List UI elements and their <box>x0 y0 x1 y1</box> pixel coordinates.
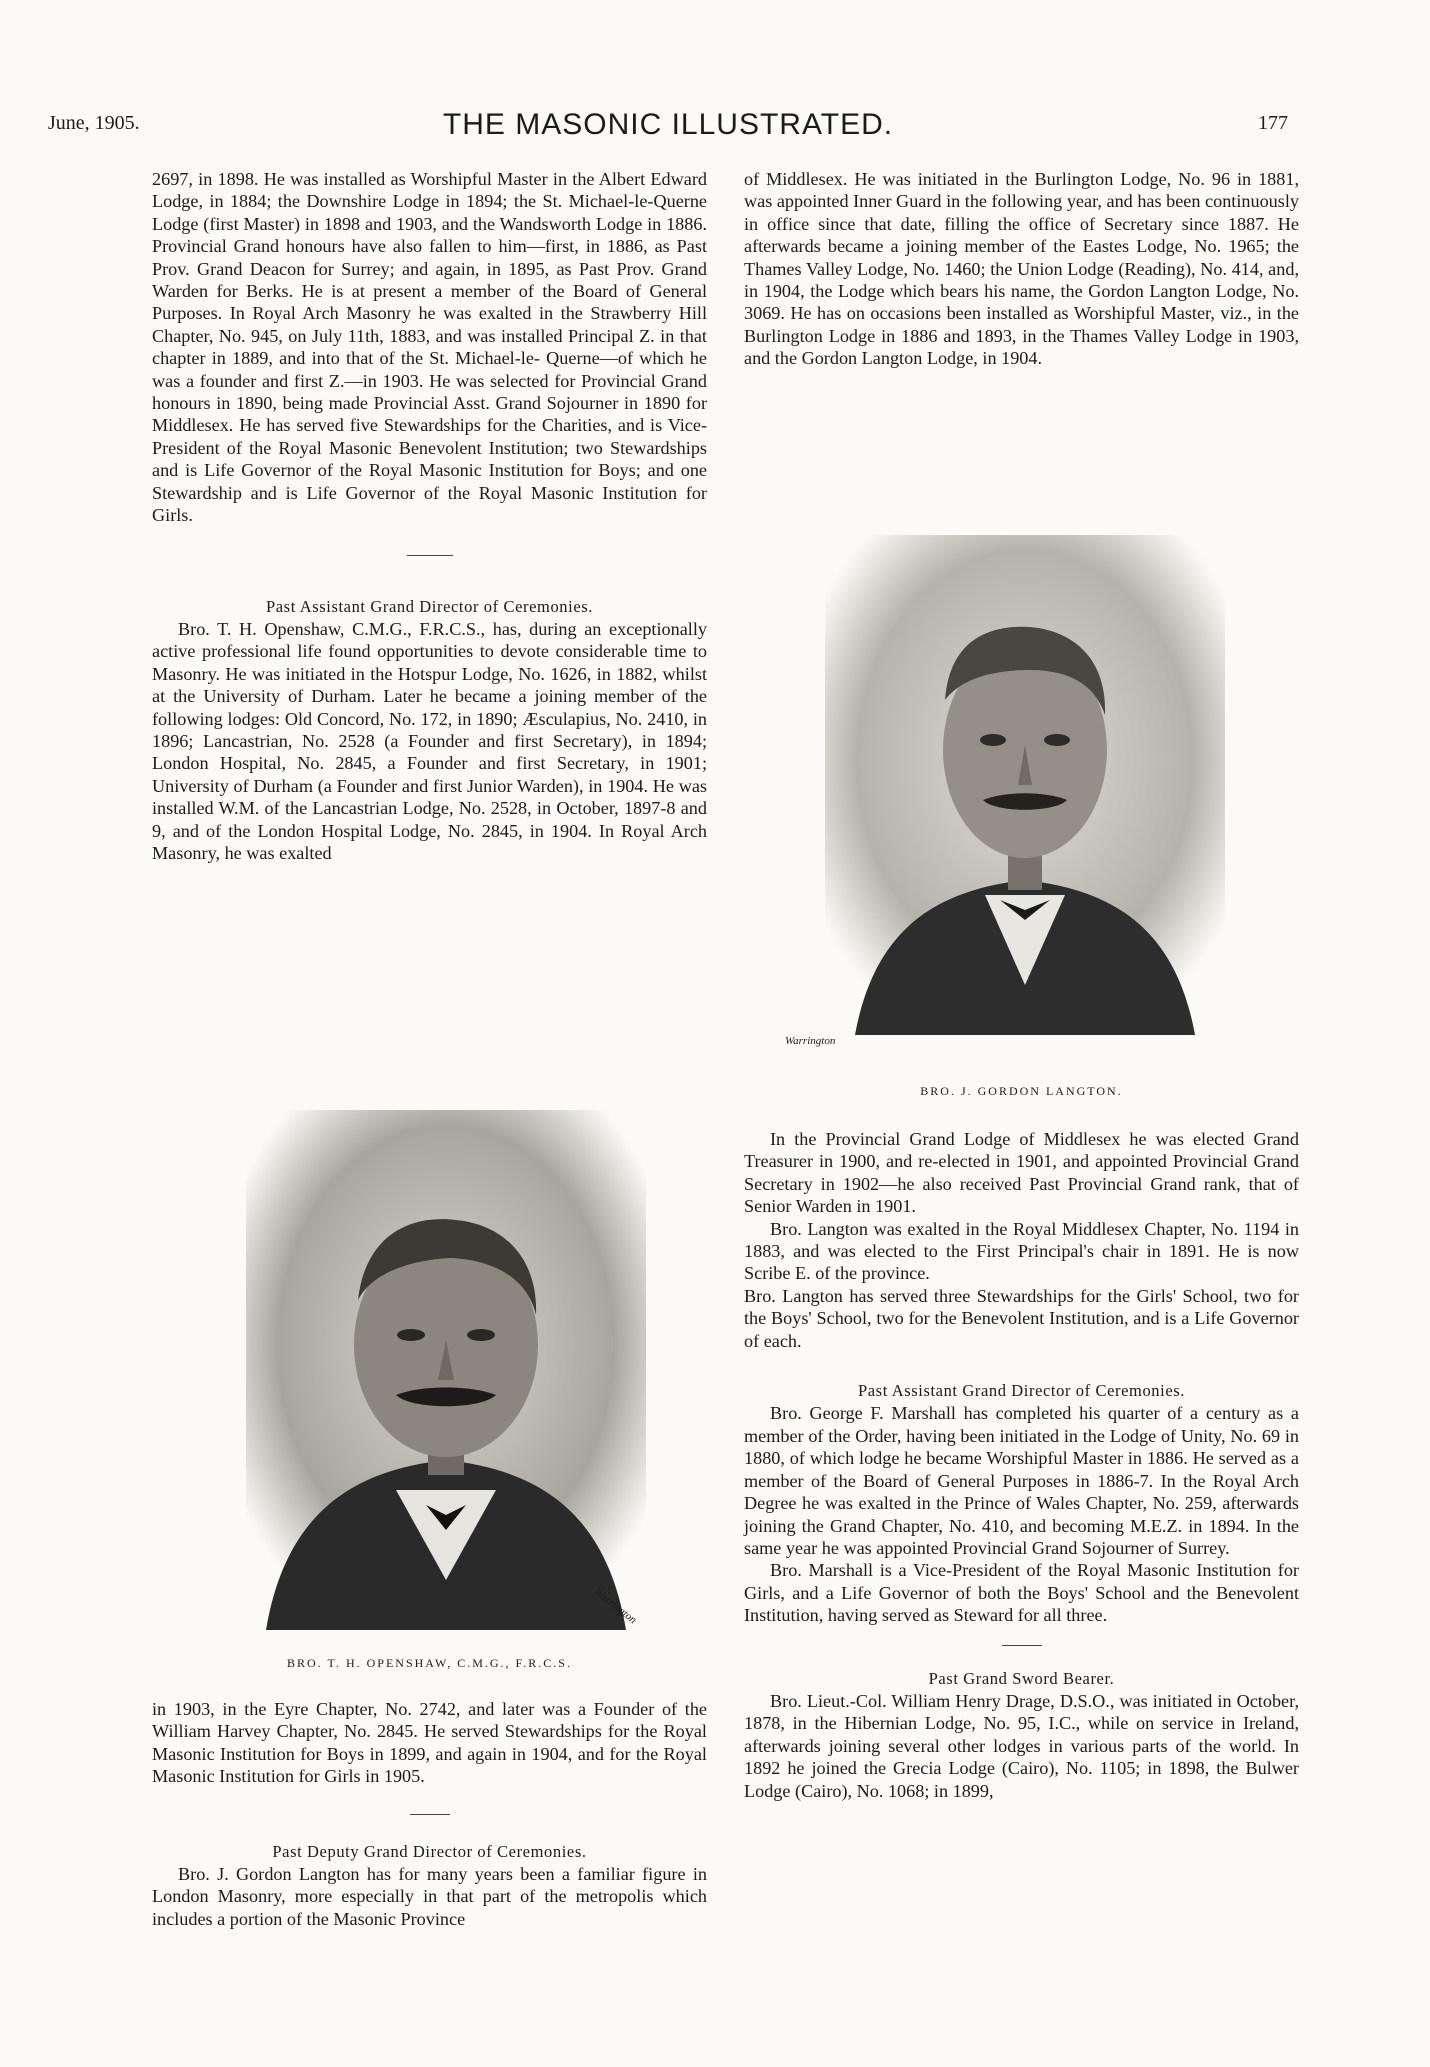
paragraph: in 1903, in the Eyre Chapter, No. 2742, and later was a Founder of the William Harvey Chapter, No. 2845. He served Stewardships for the Royal Masonic Institution for Boys in 1899, and again in 1904, and for the Royal Masonic Institution for Girls in 1905. <box>152 1699 707 1787</box>
paragraph: Bro. Langton has served three Stewardships for the Girls' School, two for the Boys' School, two for the Benevolent Institution, and is a Life Governor of each. <box>744 1285 1299 1351</box>
left-column-top <box>152 168 707 864</box>
section-divider <box>1002 1645 1042 1646</box>
right-column-bottom <box>744 1128 1299 1802</box>
artist-signature: Warrington <box>785 1035 836 1047</box>
paragraph: 2697, in 1898. He was installed as Worshipful Master in the Albert Edward Lodge, in 1884; the Downshire Lodge in 1894; the St. Michael-le-Querne Lodge (first Master) in 1898 and 1903, and the Wandsworth Lodge in 1886. Provincial Grand honours have also fallen to him—first, in 1886, as Past Prov. Grand Deacon for Surrey; and again, in 1895, as Past Prov. Grand Warden for Berks. He is at present a member of the Board of General Purposes. In Royal Arch Masonry he was exalted in the Strawberry Hill Chapter, No. 945, on July 11th, 1883, and was installed Principal Z. in that chapter in 1889, and into that of the St. Michael-le- Querne—of which he was a founder and first Z.—in 1903. He was selected for Provincial Grand honours in 1890, being made Provincial Asst. Grand Sojourner in 1890 for Middlesex. He has served five Stewardships for the Charities, and is Vice-President of the Royal Masonic Benevolent Institution; two Stewardships and is Life Governor of the Royal Masonic Institution for Boys; and one Stewardship and is Life Governor of the Royal Masonic Institution for Girls. <box>152 169 707 526</box>
paragraph: of Middlesex. He was initiated in the Burlington Lodge, No. 96 in 1881, was appointed Inner Guard in the following year, and has been continuously in office since that date, filling the office of Secretary since 1887. He afterwards became a joining member of the Eastes Lodge, No. 1965; the Thames Valley Lodge, No. 1460; the Union Lodge (Reading), No. 414, and, in 1904, the Lodge which bears his name, the Gordon Langton Lodge, No. 3069. He has on occasions been installed as Worshipful Master, viz., in the Burlington Lodge in 1886 and 1893, in the Thames Valley Lodge in 1903, and the Gordon Langton Lodge, in 1904. <box>744 169 1299 369</box>
portrait-openshaw <box>246 1110 646 1630</box>
portrait-caption: BRO. J. GORDON LANGTON. <box>920 1084 1123 1098</box>
section-divider <box>407 555 453 556</box>
left-column-bottom <box>152 1698 707 1930</box>
portrait-openshaw-image <box>246 1110 646 1630</box>
paragraph: Bro. George F. Marshall has completed his quarter of a century as a member of the Order, having been initiated in the Lodge of Unity, No. 69 in 1880, of which lodge he became Worshipful Master in 1886. He served as a member of the Board of General Purposes in 1886-7. In the Royal Arch Degree he was exalted in the Prince of Wales Chapter, No. 259, afterwards joining the Grand Chapter, No. 410, and becoming M.E.Z. in 1894. In the same year he was appointed Provincial Grand Sojourner of Surrey. <box>744 1403 1299 1558</box>
portrait-langton-image <box>825 535 1225 1035</box>
paragraph: Bro. Marshall is a Vice-President of the Royal Masonic Institution for Girls, and a Life Governor of both the Boys' School and the Benevolent Institution, having served as Steward for all three. <box>744 1560 1299 1626</box>
portrait-caption: BRO. T. H. OPENSHAW, C.M.G., F.R.C.S. <box>287 1656 572 1670</box>
paragraph: Bro. Lieut.-Col. William Henry Drage, D.S.O., was initiated in October, 1878, in the Hibernian Lodge, No. 95, I.C., while on service in Ireland, afterwards joining several other lodges in various parts of the world. In 1892 he joined the Grecia Lodge (Cairo), No. 1105; in 1898, the Bulwer Lodge (Cairo), No. 1068; in 1899, <box>744 1690 1299 1801</box>
paragraph: Bro. Langton was exalted in the Royal Middlesex Chapter, No. 1194 in 1883, and was elected to the First Principal's chair in 1891. He is now Scribe E. of the province. <box>744 1218 1299 1284</box>
section-heading: Past Assistant Grand Director of Ceremonies. <box>265 596 593 616</box>
paragraph: Bro. T. H. Openshaw, C.M.G., F.R.C.S., has, during an exceptionally active professional life found opportunities to devote considerable time to Masonry. He was initiated in the Hotspur Lodge, No. 1626, in 1882, whilst at the University of Durham. Later he became a joining member of the following lodges: Old Concord, No. 172, in 1890; Æsculapius, No. 2410, in 1896; Lancastrian, No. 2528 (a Founder and first Secretary), in 1894; London Hospital, No. 2845, a Founder and first Secretary, in 1901; University of Durham (a Founder and first Junior Warden), in 1904. He was installed W.M. of the Lancastrian Lodge, No. 2528, in October, 1897-8 and 9, and of the London Hospital Lodge, No. 2845, in 1904. In Royal Arch Masonry, he was exalted <box>152 618 707 863</box>
paragraph: Bro. J. Gordon Langton has for many years been a familiar figure in London Masonry, more especially in that part of the metropolis which includes a portion of the Masonic Province <box>152 1864 707 1929</box>
publication-title: THE MASONIC ILLUSTRATED. <box>442 108 894 141</box>
artist-signature: Warrington <box>591 1585 639 1627</box>
section-divider <box>410 1814 450 1815</box>
paragraph: In the Provincial Grand Lodge of Middlesex he was elected Grand Treasurer in 1900, and re-elected in 1901, and appointed Provincial Grand Secretary in 1902—he also received Past Provincial Grand rank, that of Senior Warden in 1901. <box>744 1129 1299 1217</box>
page-number: 177 <box>1258 112 1288 134</box>
page-header <box>48 108 1288 142</box>
section-heading: Past Deputy Grand Director of Ceremonies. <box>272 1841 587 1861</box>
portrait-langton <box>825 535 1225 1035</box>
section-heading: Past Assistant Grand Director of Ceremonies. <box>857 1381 1185 1401</box>
issue-date: June, 1905. <box>48 112 140 134</box>
section-heading: Past Grand Sword Bearer. <box>928 1668 1115 1688</box>
right-column-top <box>744 168 1299 370</box>
